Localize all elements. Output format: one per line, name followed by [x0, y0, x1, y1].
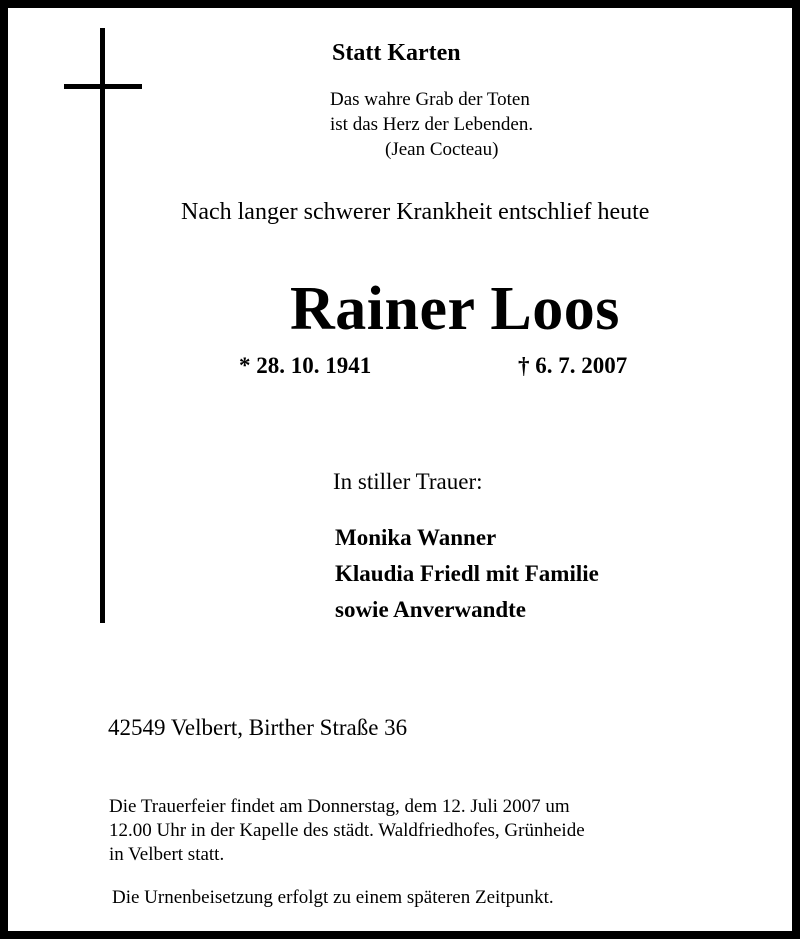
mourner-name: Klaudia Friedl mit Familie [335, 561, 599, 586]
service-line: in Velbert statt. [109, 844, 225, 865]
urn-burial-note: Die Urnenbeisetzung erfolgt zu einem späteren Zeitpunkt. [112, 887, 554, 908]
cross-icon [100, 28, 105, 623]
mourners-list [335, 520, 599, 628]
birth-date: * 28. 10. 1941 [239, 353, 372, 378]
notice-header: Statt Karten [332, 40, 461, 66]
quote-line: ist das Herz der Lebenden. [330, 114, 534, 135]
quote-block [330, 87, 533, 162]
mourning-label: In stiller Trauer: [333, 469, 483, 494]
intro-text: Nach langer schwerer Krankheit entschlief heute [181, 199, 650, 225]
deceased-name: Rainer Loos [290, 275, 620, 343]
service-line: Die Trauerfeier findet am Donnerstag, dem 12. Juli 2007 um [109, 796, 570, 817]
quote-line: Das wahre Grab der Toten [330, 89, 530, 110]
service-line: 12.00 Uhr in der Kapelle des städt. Waldfriedhofes, Grünheide [109, 820, 585, 841]
death-date: † 6. 7. 2007 [518, 353, 628, 378]
cross-icon-crossbar [64, 84, 142, 89]
address: 42549 Velbert, Birther Straße 36 [108, 715, 408, 740]
quote-author: (Jean Cocteau) [385, 139, 499, 160]
funeral-service-info [109, 795, 585, 867]
mourner-name: sowie Anverwandte [335, 597, 527, 622]
mourner-name: Monika Wanner [335, 525, 497, 550]
